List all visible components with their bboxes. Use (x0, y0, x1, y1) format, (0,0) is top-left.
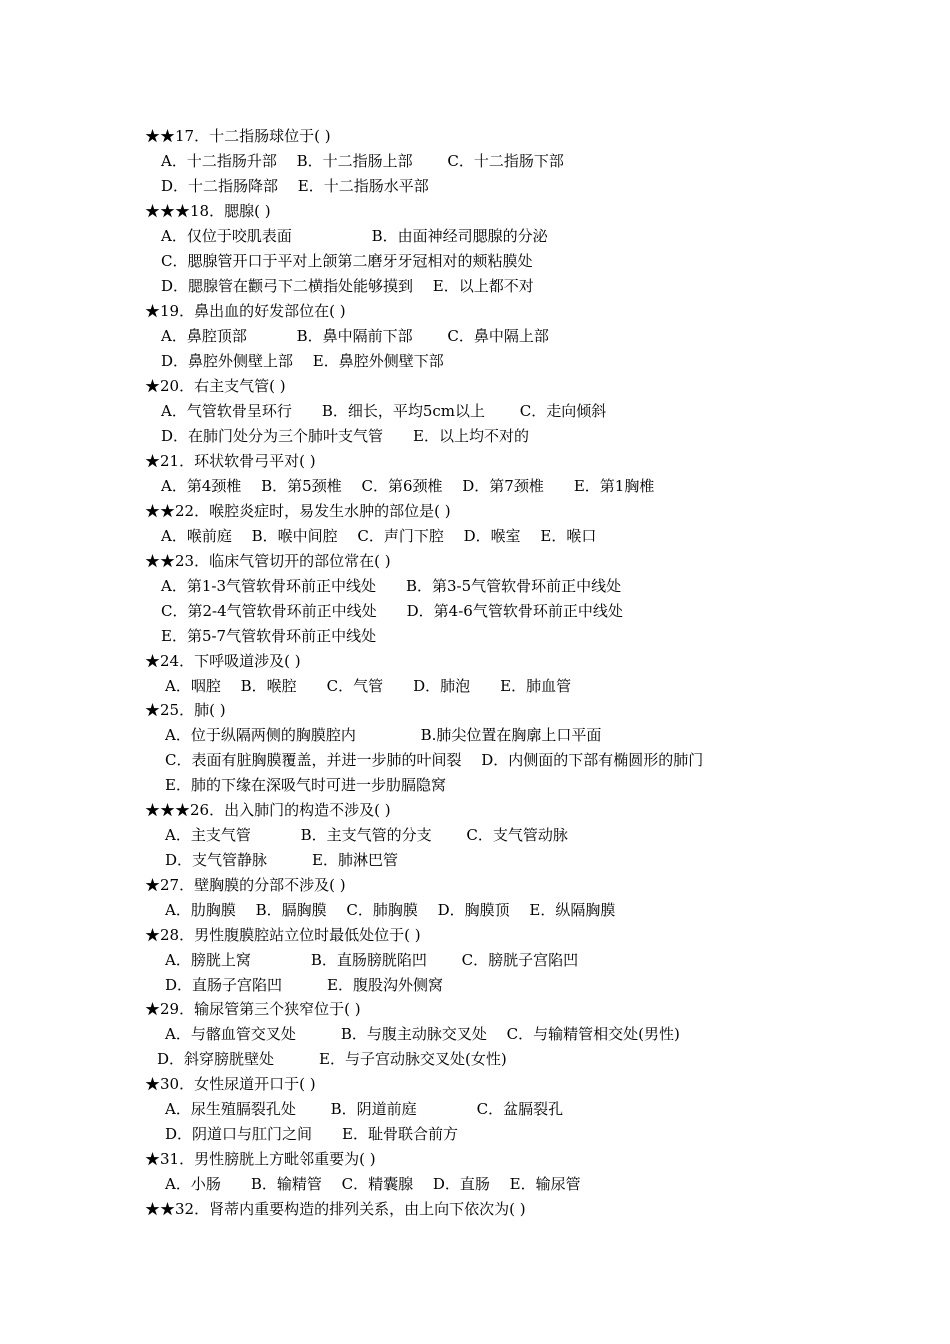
question-26-options-row-2: D．支气管静脉 E．肺淋巴管 (165, 851, 398, 869)
question-23-options-row-2: C．第2-4气管软骨环前正中线处 D．第4-6气管软骨环前正中线处 (161, 602, 623, 620)
question-18-options-row-3: D．腮腺管在颧弓下二横指处能够摸到 E．以上都不对 (161, 277, 534, 295)
question-25-options-row-3: E．肺的下缘在深吸气时可进一步肋膈隐窝 (165, 776, 446, 794)
question-30: ★30．女性尿道开口于( ) (145, 1075, 316, 1093)
question-27-options-row-1: A．肋胸膜 B．膈胸膜 C．肺胸膜 D．胸膜顶 E．纵隔胸膜 (165, 901, 616, 919)
question-18-options-row-2: C．腮腺管开口于平对上颌第二磨牙牙冠相对的颊粘膜处 (161, 252, 533, 270)
question-18-options-row-1: A．仅位于咬肌表面 B．由面神经司腮腺的分泌 (161, 227, 548, 245)
question-23: ★★23．临床气管切开的部位常在( ) (145, 552, 391, 570)
question-22: ★★22．喉腔炎症时，易发生水肿的部位是( ) (145, 502, 451, 520)
question-17-options-row-2: D．十二指肠降部 E．十二指肠水平部 (161, 177, 429, 195)
question-19-options-row-1: A．鼻腔顶部 B．鼻中隔前下部 C．鼻中隔上部 (161, 327, 549, 345)
question-25-options-row-1: A．位于纵隔两侧的胸膜腔内 B.肺尖位置在胸廓上口平面 (165, 726, 602, 744)
question-24-options-row-1: A．咽腔 B．喉腔 C．气管 D．肺泡 E．肺血管 (165, 677, 572, 695)
question-31: ★31．男性膀胱上方毗邻重要为( ) (145, 1150, 376, 1168)
question-25-options-row-2: C．表面有脏胸膜覆盖，并进一步肺的叶间裂 D．内侧面的下部有椭圆形的肺门 (165, 751, 704, 769)
question-25: ★25．肺( ) (145, 701, 226, 719)
question-26: ★★★26．出入肺门的构造不涉及( ) (145, 801, 391, 819)
question-30-options-row-2: D．阴道口与肛门之间 E．耻骨联合前方 (165, 1125, 458, 1143)
question-32: ★★32．肾蒂内重要构造的排列关系，由上向下依次为( ) (145, 1200, 526, 1218)
question-20: ★20．右主支气管( ) (145, 377, 286, 395)
question-24: ★24．下呼吸道涉及( ) (145, 652, 301, 670)
question-26-options-row-1: A．主支气管 B．主支气管的分支 C．支气管动脉 (165, 826, 568, 844)
question-29-options-row-1: A．与髂血管交叉处 B．与腹主动脉交叉处 C．与输精管相交处(男性) (165, 1025, 680, 1043)
question-22-options-row-1: A．喉前庭 B．喉中间腔 C．声门下腔 D．喉室 E．喉口 (161, 527, 597, 545)
question-19-options-row-2: D．鼻腔外侧壁上部 E．鼻腔外侧壁下部 (161, 352, 444, 370)
question-20-options-row-1: A．气管软骨呈环行 B．细长，平均5cm以上 C．走向倾斜 (161, 402, 607, 420)
question-28-options-row-1: A．膀胱上窝 B．直肠膀胱陷凹 C．膀胱子宫陷凹 (165, 951, 579, 969)
question-28: ★28．男性腹膜腔站立位时最低处位于( ) (145, 926, 421, 944)
question-20-options-row-2: D．在肺门处分为三个肺叶支气管 E．以上均不对的 (161, 427, 529, 445)
question-23-options-row-1: A．第1-3气管软骨环前正中线处 B．第3-5气管软骨环前正中线处 (161, 577, 622, 595)
question-28-options-row-2: D．直肠子宫陷凹 E．腹股沟外侧窝 (165, 976, 443, 994)
question-23-options-row-3: E．第5-7气管软骨环前正中线处 (161, 627, 377, 645)
question-21-options-row-1: A．第4颈椎 B．第5颈椎 C．第6颈椎 D．第7颈椎 E．第1胸椎 (161, 477, 655, 495)
question-31-options-row-1: A．小肠 B．输精管 C．精囊腺 D．直肠 E．输尿管 (165, 1175, 581, 1193)
question-30-options-row-1: A．尿生殖膈裂孔处 B．阴道前庭 C．盆膈裂孔 (165, 1100, 564, 1118)
question-17: ★★17．十二指肠球位于( ) (145, 127, 331, 145)
question-29-options-row-2: D．斜穿膀胱壁处 E．与子宫动脉交叉处(女性) (157, 1050, 507, 1068)
question-29: ★29．输尿管第三个狭窄位于( ) (145, 1000, 361, 1018)
question-27: ★27．壁胸膜的分部不涉及( ) (145, 876, 346, 894)
question-21: ★21．环状软骨弓平对( ) (145, 452, 316, 470)
question-17-options-row-1: A．十二指肠升部 B．十二指肠上部 C．十二指肠下部 (161, 152, 564, 170)
question-19: ★19．鼻出血的好发部位在( ) (145, 302, 346, 320)
question-18: ★★★18．腮腺( ) (145, 202, 271, 220)
